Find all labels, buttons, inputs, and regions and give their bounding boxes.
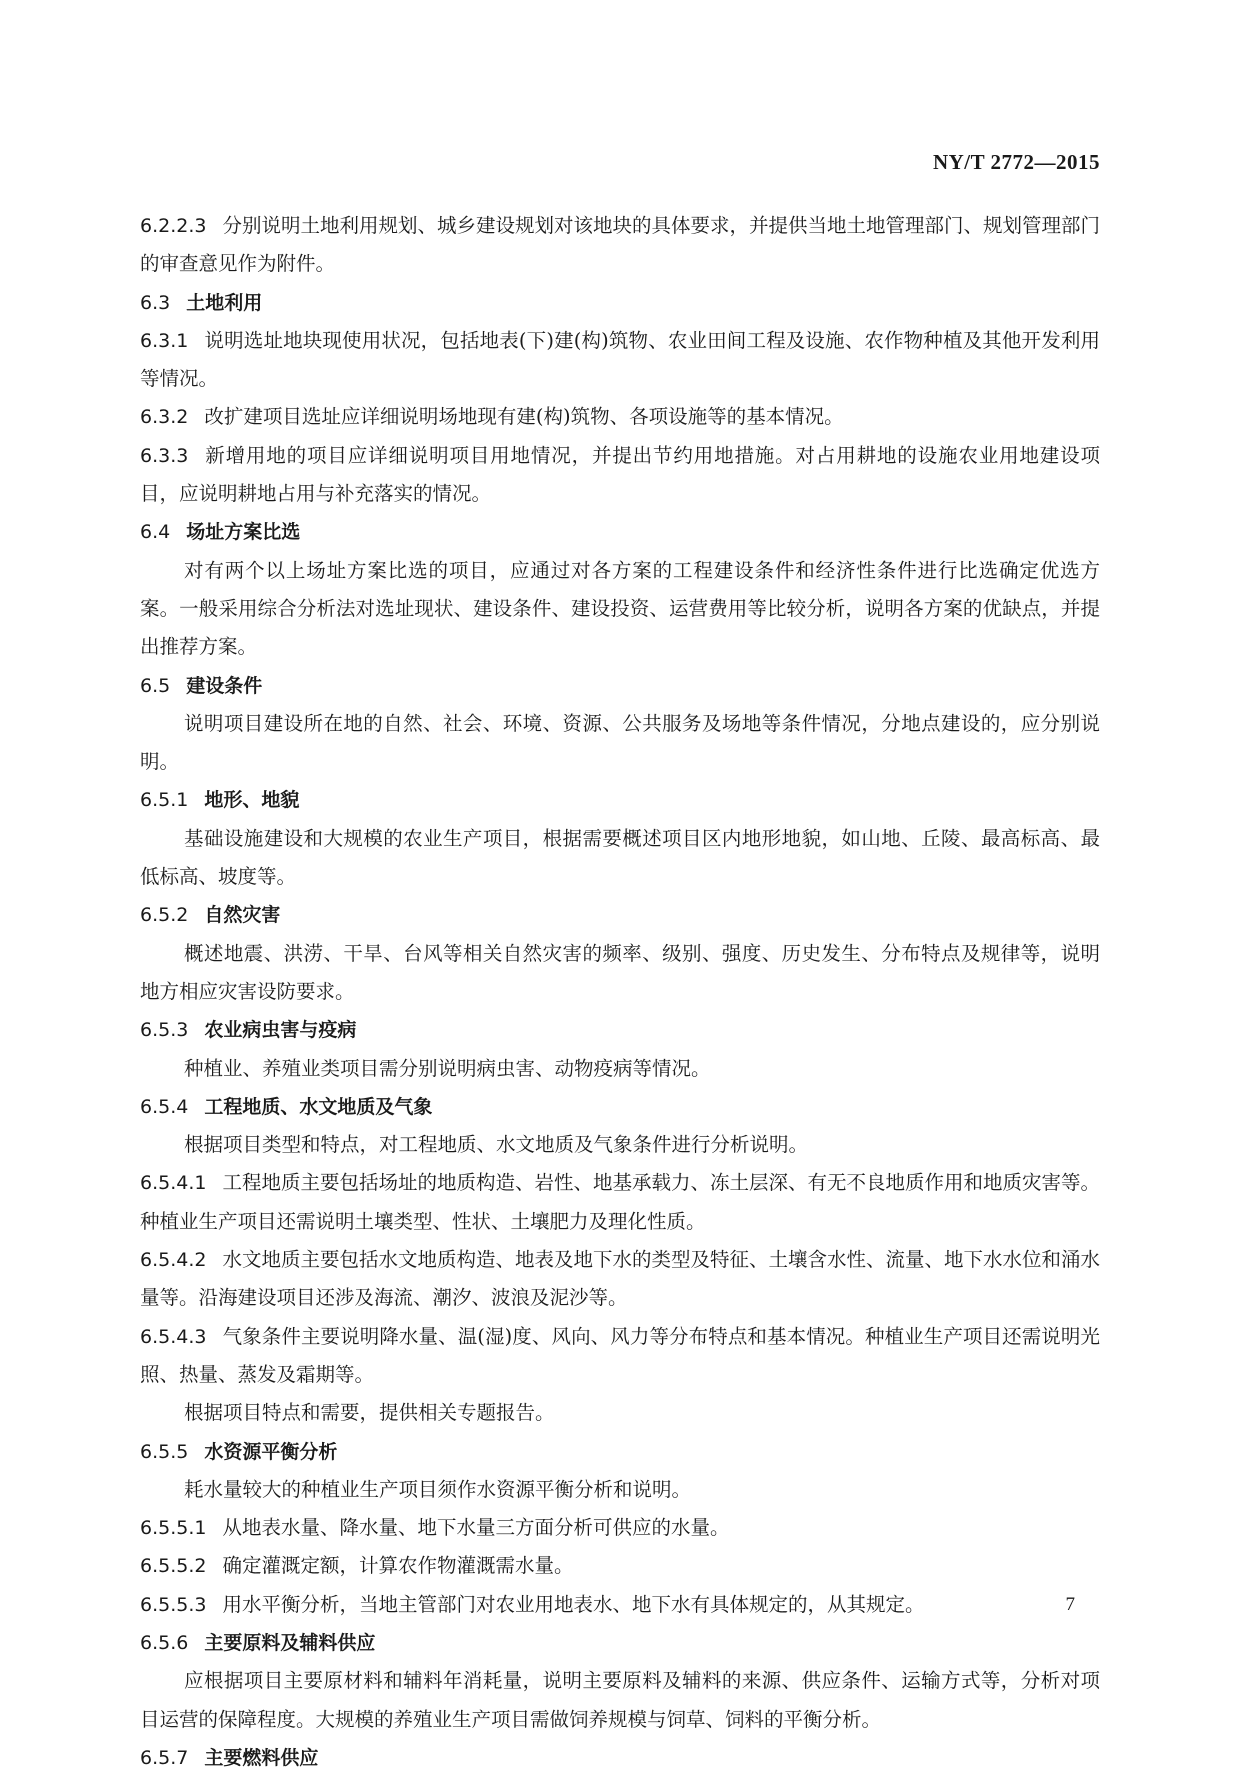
clause-text: 改扩建项目选址应详细说明场地现有建(构)筑物、各项设施等的基本情况。	[204, 405, 844, 429]
section-number: 6.5.4	[140, 1095, 189, 1118]
paragraph: 应根据项目主要原材料和辅料年消耗量，说明主要原料及辅料的来源、供应条件、运输方式等，分析对项目运营的保障程度。大规模的养殖业生产项目需做饲养规模与饲草、饲料的平衡分析。	[140, 1669, 1100, 1731]
section-title: 地形、地貌	[204, 789, 300, 812]
clause-number: 6.3.1	[140, 329, 189, 352]
section-title: 水资源平衡分析	[204, 1440, 338, 1463]
clause-text: 说明选址地块现使用状况，包括地表(下)建(构)筑物、农业田间工程及设施、农作物种植及其他开发利用等情况。	[140, 328, 1100, 391]
section-title: 自然灾害	[204, 904, 281, 927]
section-title: 工程地质、水文地质及气象	[204, 1095, 433, 1118]
clause-6-5-5-3	[140, 1586, 1100, 1624]
clause-text: 水文地质主要包括水文地质构造、地表及地下水的类型及特征、土壤含水性、流量、地下水水位和涌水量等。沿海建设项目还涉及海流、潮汐、波浪及泥沙等。	[140, 1248, 1100, 1310]
section-number: 6.5.1	[140, 789, 189, 812]
clause-6-3-1	[140, 322, 1100, 399]
section-heading-6-5	[140, 667, 1100, 705]
paragraph: 说明项目建设所在地的自然、社会、环境、资源、公共服务及场地等条件情况，分地点建设的，应分别说明。	[140, 711, 1100, 774]
section-title: 场址方案比选	[186, 521, 301, 544]
clause-6-5-4-2	[140, 1241, 1100, 1318]
clause-6-5-4-1	[140, 1164, 1100, 1241]
clause-text: 分别说明土地利用规划、城乡建设规划对该地块的具体要求，并提供当地土地管理部门、规划管理部门的审查意见作为附件。	[140, 214, 1100, 276]
section-title: 建设条件	[186, 674, 263, 697]
paragraph: 对有两个以上场址方案比选的项目，应通过对各方案的工程建设条件和经济性条件进行比选确定优选方案。一般采用综合分析法对选址现状、建设条件、建设投资、运营费用等比较分析，说明各方案的优缺点，并提出推荐方案。	[140, 558, 1100, 659]
clause-number: 6.5.5.1	[140, 1517, 207, 1540]
paragraph: 概述地震、洪涝、干旱、台风等相关自然灾害的频率、级别、强度、历史发生、分布特点及规律等，说明地方相应灾害设防要求。	[140, 941, 1100, 1003]
clause-number: 6.5.4.1	[140, 1172, 207, 1195]
section-heading-6-5-6	[140, 1624, 1100, 1662]
section-title: 农业病虫害与疫病	[204, 1019, 357, 1042]
clause-text: 确定灌溉定额，计算农作物灌溉需水量。	[222, 1554, 574, 1578]
section-heading-6-5-3	[140, 1011, 1100, 1049]
clause-text: 工程地质主要包括场址的地质构造、岩性、地基承载力、冻土层深、有无不良地质作用和地质灾害等。种植业生产项目还需说明土壤类型、性状、土壤肥力及理化性质。	[140, 1171, 1100, 1233]
clause-number: 6.5.5.2	[140, 1555, 207, 1578]
clause-6-5-5-2	[140, 1547, 1100, 1585]
section-title: 主要燃料供应	[204, 1746, 319, 1769]
clause-number: 6.5.5.3	[140, 1593, 207, 1616]
clause-text: 气象条件主要说明降水量、温(湿)度、风向、风力等分布特点和基本情况。种植业生产项目还需说明光照、热量、蒸发及霜期等。	[140, 1324, 1100, 1386]
paragraph: 基础设施建设和大规模的农业生产项目，根据需要概述项目区内地形地貌，如山地、丘陵、最高标高、最低标高、坡度等。	[140, 826, 1100, 889]
document-body	[140, 207, 1100, 1777]
section-number: 6.5.5	[140, 1440, 189, 1463]
clause-number: 6.5.4.2	[140, 1249, 207, 1272]
clause-6-3-2	[140, 398, 1100, 436]
clause-number: 6.5.4.3	[140, 1325, 207, 1348]
clause-text: 新增用地的项目应详细说明项目用地情况，并提出节约用地措施。对占用耕地的设施农业用地建设项目，应说明耕地占用与补充落实的情况。	[140, 443, 1100, 506]
page-number: 7	[1065, 1594, 1075, 1615]
section-number: 6.4	[140, 521, 171, 544]
standard-code: NY/T 2772—2015	[932, 150, 1100, 174]
section-heading-6-4	[140, 513, 1100, 551]
paragraph: 种植业、养殖业类项目需分别说明病虫害、动物疫病等情况。	[184, 1056, 711, 1080]
paragraph: 根据项目特点和需要，提供相关专题报告。	[184, 1401, 555, 1425]
clause-6-5-4-3	[140, 1318, 1100, 1395]
section-number: 6.5.3	[140, 1019, 189, 1042]
section-heading-6-3	[140, 284, 1100, 322]
section-heading-6-5-2	[140, 896, 1100, 934]
section-number: 6.3	[140, 291, 171, 314]
paragraph: 根据项目类型和特点，对工程地质、水文地质及气象条件进行分析说明。	[184, 1133, 809, 1157]
section-heading-6-5-7	[140, 1739, 1100, 1777]
section-number: 6.5.6	[140, 1631, 189, 1654]
section-number: 6.5	[140, 674, 171, 697]
clause-text: 用水平衡分析，当地主管部门对农业用地表水、地下水有具体规定的，从其规定。	[222, 1592, 925, 1616]
section-heading-6-5-4	[140, 1088, 1100, 1126]
section-title: 土地利用	[186, 291, 263, 314]
section-number: 6.5.2	[140, 904, 189, 927]
section-title: 主要原料及辅料供应	[204, 1631, 376, 1654]
clause-6-2-2-3	[140, 207, 1100, 284]
clause-text: 从地表水量、降水量、地下水量三方面分析可供应的水量。	[222, 1516, 730, 1540]
clause-6-5-5-1	[140, 1509, 1100, 1547]
clause-number: 6.3.3	[140, 444, 189, 467]
section-heading-6-5-1	[140, 781, 1100, 819]
clause-6-3-3	[140, 437, 1100, 514]
clause-number: 6.2.2.3	[140, 215, 207, 237]
section-heading-6-5-5	[140, 1433, 1100, 1471]
clause-number: 6.3.2	[140, 406, 189, 429]
paragraph: 耗水量较大的种植业生产项目须作水资源平衡分析和说明。	[184, 1477, 692, 1501]
section-number: 6.5.7	[140, 1746, 189, 1769]
